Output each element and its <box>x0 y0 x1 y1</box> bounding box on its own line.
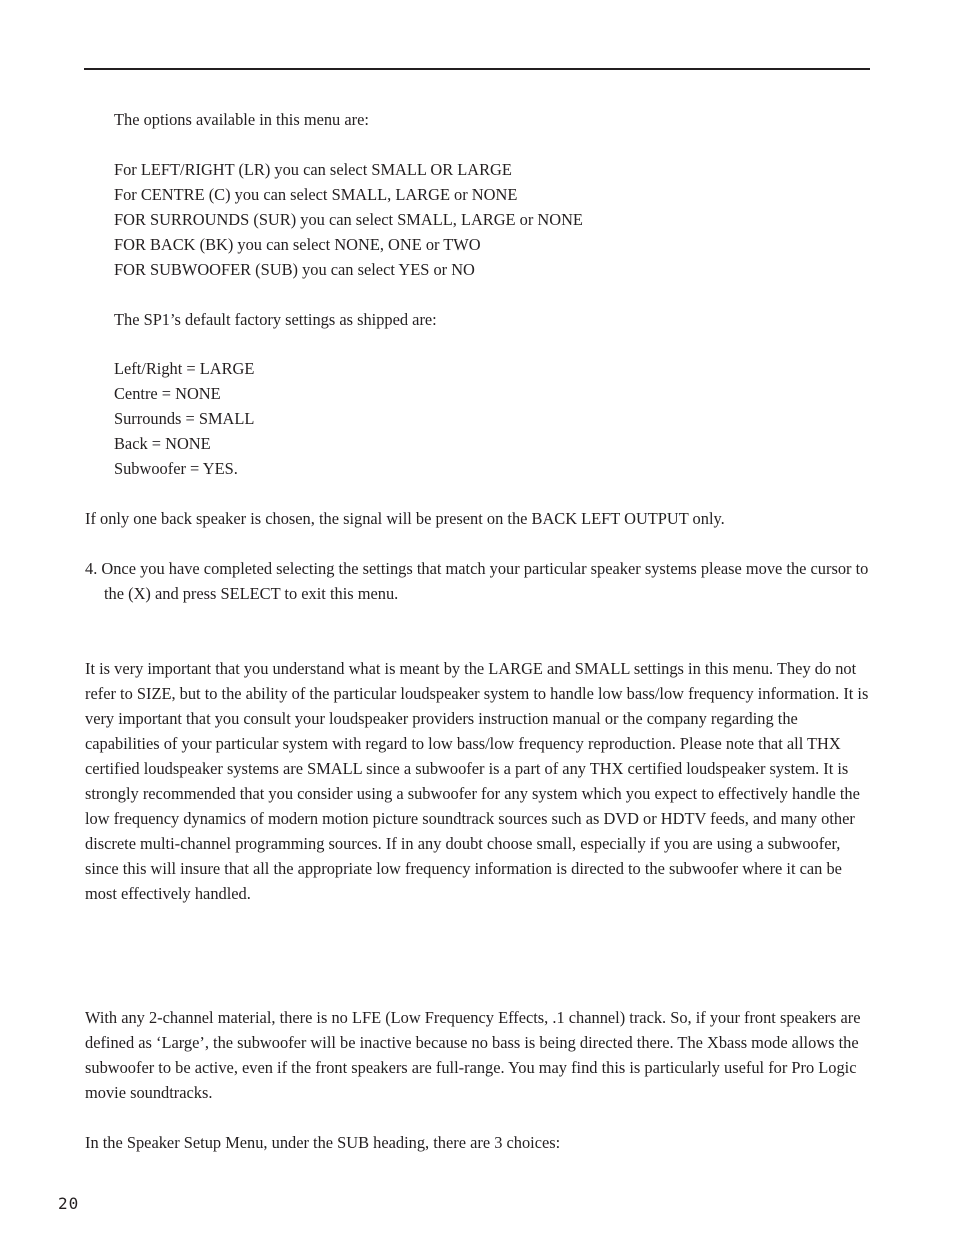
large-small-paragraph: It is very important that you understand what is meant by the LARGE and SMALL settings in this menu. They do not refer to SIZE, but to the ability of the particular loudspeaker system to handle low bass/low frequency information. It is very important that you consult your loudspeaker providers instruction manual or the company regarding the capabilities of your particular system with regard to low bass/low frequency reproduction. Please note that all THX certified loudspeaker systems are SMALL since a subwoofer is a part of any THX certified loudspeaker system. It is strongly recommended that you consider using a subwoofer for any system which you expect to effectively handle the low frequency dynamics of modern motion picture soundtrack sources such as DVD or HDTV feeds, and many other discrete multi-channel programming sources. If in any doubt choose small, especially if you are using a subwoofer, since this will insure that all the appropriate low frequency information is directed to the subwoofer where it can be most effectively handled. <box>85 659 869 903</box>
xbass-paragraph: With any 2-channel material, there is no LFE (Low Frequency Effects, .1 channel) track. So, if your front speakers are defined as ‘Large’, the subwoofer will be inactive because no bass is being directed there. The Xbass mode allows the subwoofer to be active, even if the front speakers are full-range. You may find this is particularly useful for Pro Logic movie soundtracks. <box>85 1008 861 1102</box>
page-number: 20 <box>58 1194 80 1213</box>
default-subwoofer: Subwoofer = YES. <box>114 459 238 478</box>
step-4: 4. Once you have completed selecting the settings that match your particular speaker systems please move the cursor to the (X) and press SELECT to exit this menu. <box>85 559 869 603</box>
option-surrounds: FOR SURROUNDS (SUR) you can select SMALL, LARGE or NONE <box>114 210 583 229</box>
default-surrounds: Surrounds = SMALL <box>114 409 255 428</box>
options-intro: The options available in this menu are: <box>114 110 369 129</box>
header-rule <box>84 68 870 70</box>
default-left-right: Left/Right = LARGE <box>114 359 255 378</box>
back-speaker-note: If only one back speaker is chosen, the signal will be present on the BACK LEFT OUTPUT only. <box>85 509 725 528</box>
option-centre: For CENTRE (C) you can select SMALL, LARGE or NONE <box>114 185 518 204</box>
default-back: Back = NONE <box>114 434 211 453</box>
defaults-intro: The SP1’s default factory settings as shipped are: <box>114 310 437 329</box>
option-left-right: For LEFT/RIGHT (LR) you can select SMALL OR LARGE <box>114 160 512 179</box>
default-centre: Centre = NONE <box>114 384 221 403</box>
option-back: FOR BACK (BK) you can select NONE, ONE or TWO <box>114 235 481 254</box>
sub-choices-intro: In the Speaker Setup Menu, under the SUB heading, there are 3 choices: <box>85 1133 561 1152</box>
option-subwoofer: FOR SUBWOOFER (SUB) you can select YES or NO <box>114 260 475 279</box>
